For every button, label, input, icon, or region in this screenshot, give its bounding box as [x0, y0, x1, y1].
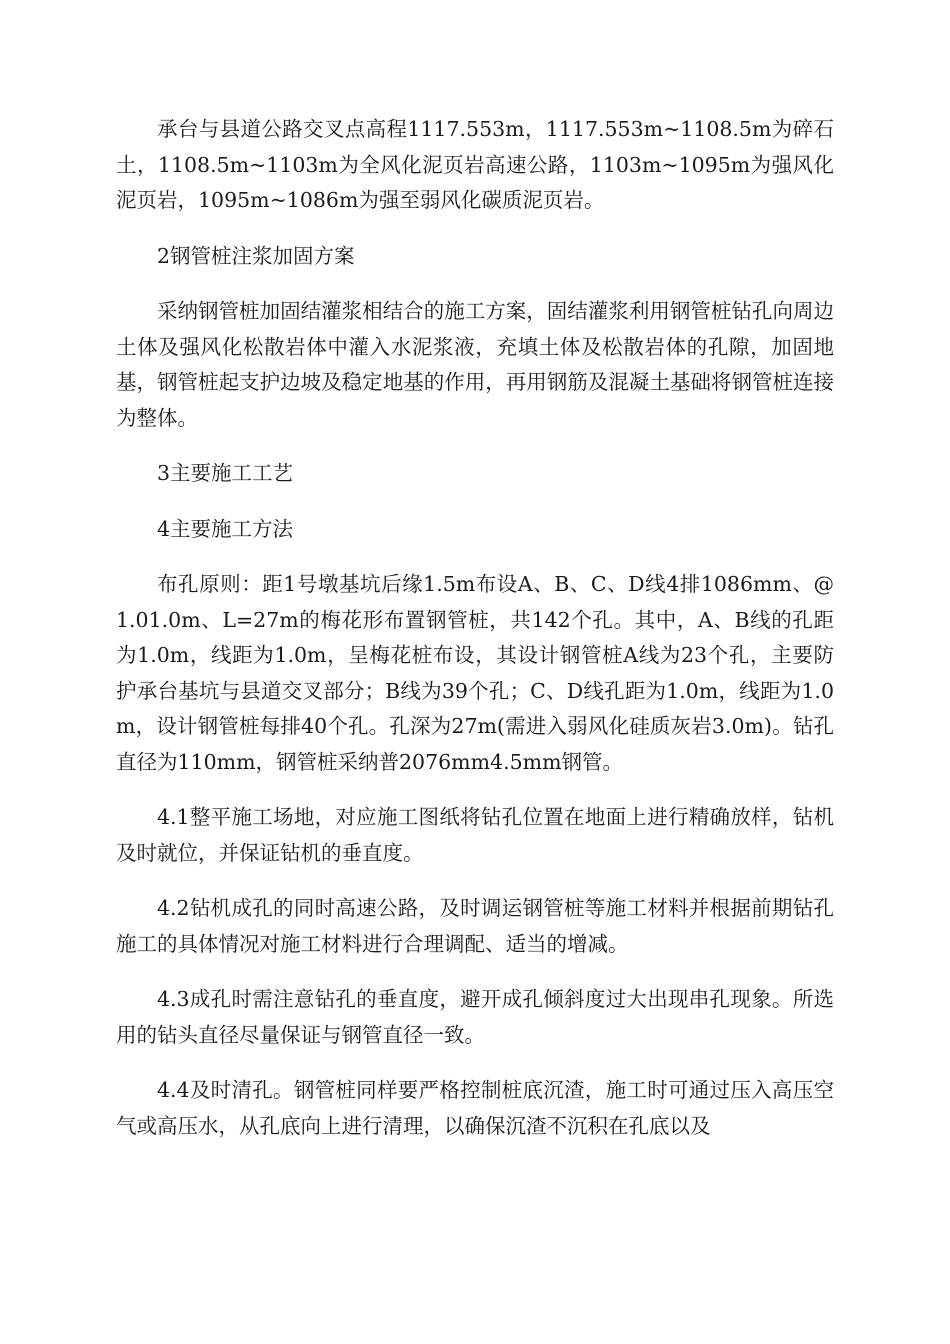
paragraph-step-4-4: 4.4及时清孔。钢管桩同样要严格控制桩底沉渣，施工时可通过压入高压空气或高压水，从孔底向上进行清理，以确保沉渣不沉积在孔底以及 — [116, 1078, 834, 1138]
document-page — [116, 112, 834, 1164]
section-heading-4: 4主要施工方法 — [157, 516, 294, 541]
paragraph-step-4-2: 4.2钻机成孔的同时高速公路，及时调运钢管桩等施工材料并根据前期钻孔施工的具体情况对施工材料进行合理调配、适当的增减。 — [116, 896, 834, 956]
paragraph-step-4-3: 4.3成孔时需注意钻孔的垂直度，避开成孔倾斜度过大出现串孔现象。所选用的钻头直径尽量保证与钢管直径一致。 — [116, 987, 834, 1047]
paragraph-scheme: 采纳钢管桩加固结灌浆相结合的施工方案，固结灌浆利用钢管桩钻孔向周边土体及强风化松散岩体中灌入水泥浆液，充填土体及松散岩体的孔隙，加固地基，钢管桩起支护边坡及稳定地基的作用，再用钢筋及混凝土基础将钢管桩连接为整体。 — [116, 299, 834, 430]
paragraph-layout-principle: 布孔原则：距1号墩基坑后缘1.5m布设A、B、C、D线4排1086mm、@1.01.0m、L=27m的梅花形布置钢管桩，共142个孔。其中，A、B线的孔距为1.0m，线距为1.0m，呈梅花桩布设，其设计钢管桩A线为23个孔，主要防护承台基坑与县道交叉部分；B线为39个孔；C、D线孔距为1.0m，线距为1.0m，设计钢管桩每排40个孔。孔深为27m(需进入弱风化硅质灰岩3.0m)。钻孔直径为110mm，钢管桩采纳普2076mm4.5mm钢管。 — [116, 572, 834, 774]
paragraph-geology: 承台与县道公路交叉点高程1117.553m，1117.553m~1108.5m为碎石土，1108.5m~1103m为全风化泥页岩高速公路，1103m~1095m为强风化泥页岩，1095m~1086m为强至弱风化碳质泥页岩。 — [116, 117, 834, 212]
section-heading-3: 3主要施工工艺 — [157, 461, 294, 485]
section-heading-2: 2钢管桩注浆加固方案 — [157, 243, 355, 268]
paragraph-step-4-1: 4.1整平施工场地，对应施工图纸将钻孔位置在地面上进行精确放样，钻机及时就位，并保证钻机的垂直度。 — [116, 805, 834, 865]
